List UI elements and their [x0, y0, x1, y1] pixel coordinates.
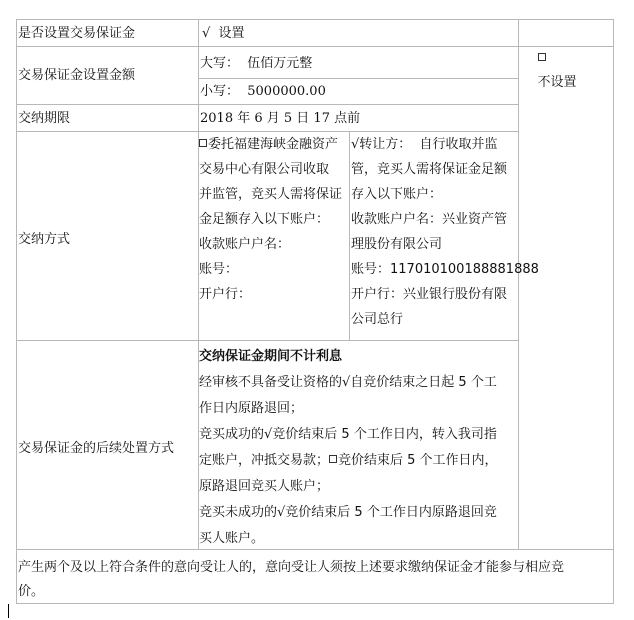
grid-line — [16, 19, 17, 604]
grid-line — [518, 19, 519, 549]
payment-method-label: 交纳方式 — [18, 232, 71, 247]
option-not-set-label: 不设置 — [537, 75, 577, 90]
checkbox-icon — [329, 455, 337, 463]
disposal-line: 原路退回竞买人账户； — [199, 479, 330, 494]
disposal-line: 买人账户。 — [199, 531, 265, 546]
transferor-option-line: 账号：117010100188881888 — [351, 262, 539, 277]
grid-line — [16, 549, 614, 550]
deposit-terms-table — [16, 19, 614, 604]
transferor-option-line: 管，竞买人需将保证金足额 — [351, 162, 508, 177]
entrusted-option-line: 金足额存入以下账户： — [199, 212, 330, 227]
entrusted-option-line: 账号： — [199, 262, 239, 277]
entrusted-option-line: 交易中心有限公司收取 — [199, 162, 330, 177]
grid-line — [349, 131, 350, 340]
deadline-label: 交纳期限 — [18, 111, 71, 126]
amount-in-figures: 小写： 5000000.00 — [200, 84, 326, 99]
transferor-option-line: 开户行：兴业银行股份有限 — [351, 287, 508, 302]
transferor-option-line: √转让方： 自行收取并监 — [351, 137, 498, 152]
disposal-label: 交易保证金的后续处置方式 — [18, 441, 175, 456]
grid-line — [16, 340, 518, 341]
disposal-line-part: 定账户，冲抵交易款； — [199, 453, 330, 468]
amount-in-words: 大写： 伍佰万元整 — [200, 56, 313, 71]
grid-line — [613, 19, 614, 604]
entrusted-option-line: 收款账户户名： — [199, 237, 291, 252]
disposal-heading: 交纳保证金期间不计利息 — [199, 349, 343, 364]
disposal-line: 竞买未成功的√竞价结束后 5 个工作日内原路退回竞 — [199, 505, 497, 520]
grid-line — [16, 104, 518, 105]
footnote-line: 价。 — [18, 584, 45, 599]
disposal-line: 作日内原路退回； — [199, 401, 304, 416]
entrusted-option-line: 并监管，竞买人需将保证 — [199, 187, 343, 202]
disposal-line-part: 竞价结束后 5 个工作日内， — [338, 453, 498, 468]
entrusted-option-line: 开户行： — [199, 287, 252, 302]
grid-line — [16, 131, 518, 132]
disposal-line: 经审核不具备受让资格的√自竞价结束之日起 5 个工 — [199, 375, 497, 390]
grid-line — [16, 603, 614, 604]
option-not-set — [521, 23, 577, 119]
deposit-amount-label: 交易保证金设置金额 — [18, 68, 136, 83]
transferor-option-line: 存入以下账户： — [351, 187, 443, 202]
checkbox-icon — [538, 53, 546, 61]
deposit-setting-label: 是否设置交易保证金 — [18, 26, 136, 41]
disposal-line — [199, 449, 498, 473]
checkbox-icon — [199, 139, 207, 147]
entrusted-option-line — [199, 133, 338, 157]
grid-line — [16, 19, 614, 20]
transferor-option-line: 收款账户户名：兴业资产管 — [351, 212, 508, 227]
disposal-line: 竞买成功的√竞价结束后 5 个工作日内，转入我司指 — [199, 427, 497, 442]
grid-line — [198, 78, 518, 79]
entrusted-option-text: 委托福建海峡金融资产 — [208, 137, 339, 152]
deadline-value: 2018 年 6 月 5 日 17 点前 — [200, 111, 361, 126]
transferor-option-line: 公司总行 — [351, 312, 404, 327]
transferor-option-line: 理股份有限公司 — [351, 237, 443, 252]
footnote-line: 产生两个及以上符合条件的意向受让人的，意向受让人须按上述要求缴纳保证金才能参与相应竞 — [18, 560, 565, 575]
text-cursor — [8, 604, 9, 618]
option-set: √ 设置 — [202, 26, 245, 41]
